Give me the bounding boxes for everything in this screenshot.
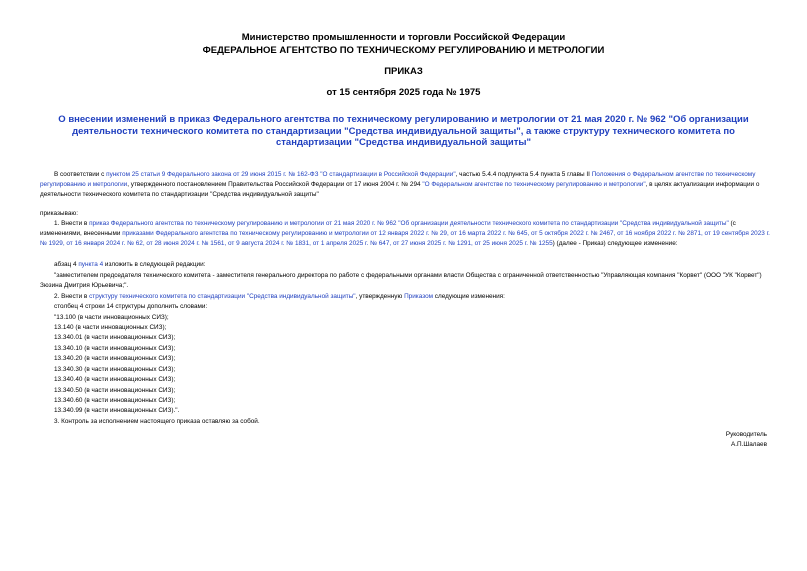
item-2-text-3: следующие изменения: bbox=[433, 293, 505, 300]
item-1-text-1: 1. Внести в bbox=[54, 220, 90, 227]
item-3-paragraph: 3. Контроль за исполнением настоящего приказа оставляю за собой. bbox=[54, 418, 260, 425]
preamble-text-1: В соответствии с bbox=[54, 171, 107, 178]
title-order-link[interactable]: приказ Федерального агентства по техническому регулированию и метрологии от 21 мая 2020 г. № 962 "Об организации деятельности технического комитета по стандартизации "Средства индивидуальной защиты" bbox=[72, 114, 749, 137]
item-1-quote: "заместителем председателя технического комитета - заместителя генерального директора по работе с федеральными органами власти Общества с ограниченной ответственностью "Управляющая компания "Корвет" (ООО "УК "Корвет") Зюзина Дмитрия Юрьевича;". bbox=[40, 272, 762, 290]
document-type: ПРИКАЗ bbox=[384, 66, 423, 77]
agency-name: ФЕДЕРАЛЬНОЕ АГЕНТСТВО ПО ТЕХНИЧЕСКОМУ РЕГУЛИРОВАНИЮ И МЕТРОЛОГИИ bbox=[202, 45, 605, 56]
item-1-subparagraph bbox=[54, 260, 205, 270]
order-962-link[interactable]: приказ Федерального агентства по техническому регулированию и метрологии от 21 мая 2020 г. № 962 "Об организации деятельности технического комитета по стандартизации "Средства индивидуальной защиты" bbox=[89, 220, 729, 227]
point-4-link[interactable]: пункта 4 bbox=[78, 261, 104, 268]
signature-name: А.П.Шалаев bbox=[730, 441, 767, 448]
code-line: 13.340.99 (в части инновационных СИЗ).". bbox=[54, 407, 180, 414]
item-1-paragraph bbox=[40, 219, 770, 250]
item-1-text-3: ) (далее - Приказ) следующее изменение: bbox=[552, 240, 678, 248]
code-line: 13.140 (в части инновационных СИЗ); bbox=[54, 324, 167, 331]
column-instruction: столбец 4 строки 14 структуры дополнить словами: bbox=[54, 303, 208, 310]
code-line: 13.340.60 (в части инновационных СИЗ); bbox=[54, 397, 176, 404]
agency-regulation-link[interactable]: Положения о Федеральном агентстве по техническому регулированию и метрологии bbox=[40, 171, 756, 189]
item-1-text-2: (с изменениями, внесенными bbox=[40, 220, 736, 238]
code-line: 13.340.20 (в части инновационных СИЗ); bbox=[54, 355, 176, 362]
signature-role: Руководитель bbox=[725, 431, 767, 438]
code-line: 13.340.01 (в части инновационных СИЗ); bbox=[54, 334, 176, 341]
order-link[interactable]: Приказом bbox=[404, 293, 434, 300]
document-title bbox=[40, 114, 767, 149]
title-suffix: , а также структуру технического комитета по стандартизации "Средства индивидуальной защиты" bbox=[275, 125, 735, 148]
code-line: 13.340.40 (в части инновационных СИЗ); bbox=[54, 376, 176, 383]
preamble-paragraph bbox=[40, 170, 770, 201]
item-2-text-1: 2. Внести в bbox=[54, 293, 90, 300]
title-prefix: О внесении изменений в bbox=[58, 114, 178, 125]
order-word: приказываю: bbox=[40, 210, 78, 217]
preamble-text-3: , утвержденного постановлением Правительства Российской Федерации от 17 июня 2004 г. № 294 bbox=[127, 181, 423, 189]
code-line: 13.340.30 (в части инновационных СИЗ); bbox=[54, 366, 176, 373]
federal-law-link[interactable]: пунктом 25 статьи 9 Федерального закона от 29 июня 2015 г. № 162-ФЗ "О стандартизации в Российской Федерации" bbox=[106, 171, 456, 178]
committee-structure-link[interactable]: структуру технического комитета по стандартизации "Средства индивидуальной защиты" bbox=[89, 293, 356, 300]
item-2-text-2: , утвержденную bbox=[355, 293, 405, 300]
amending-orders-link[interactable]: приказами Федерального агентства по техническому регулированию и метрологии от 12 января 2022 г. № 29, от 16 марта 2022 г. № 645, от 5 октября 2022 г. № 2467, от 16 ноября 2022 г. № 2871, от 19 сентября 2023 г. № 1929, от 16 января 2024 г. № 62, от 28 июня 2024 г. № 1561, от 9 августа 2024 г. № 1831, от 1 апреля 2025 г. № 647, от 27 июня 2025 г. № 1291, от 25 июня 2025 г. № 1255 bbox=[40, 230, 770, 248]
document-date-number: от 15 сентября 2025 года № 1975 bbox=[326, 87, 481, 98]
ministry-name: Министерство промышленности и торговли Российской Федерации bbox=[241, 32, 566, 43]
code-line: "13.100 (в части инновационных СИЗ); bbox=[54, 314, 169, 321]
preamble-text-2: , частью 5.4.4 подпункта 5.4 пункта 5 главы II bbox=[455, 171, 592, 178]
sub-text-1: абзац 4 bbox=[54, 261, 79, 268]
code-line: 13.340.10 (в части инновационных СИЗ); bbox=[54, 345, 176, 352]
preamble-text-4: , в целях актуализации информации о деятельности технического комитета по стандартизации "Средства индивидуальной защиты" bbox=[40, 181, 760, 199]
code-line: 13.340.50 (в части инновационных СИЗ); bbox=[54, 387, 176, 394]
sub-text-2: изложить в следующей редакции: bbox=[103, 261, 206, 268]
item-2-paragraph bbox=[54, 292, 505, 302]
government-decree-link[interactable]: "О Федеральном агентстве по техническому регулированию и метрологии" bbox=[422, 181, 646, 189]
